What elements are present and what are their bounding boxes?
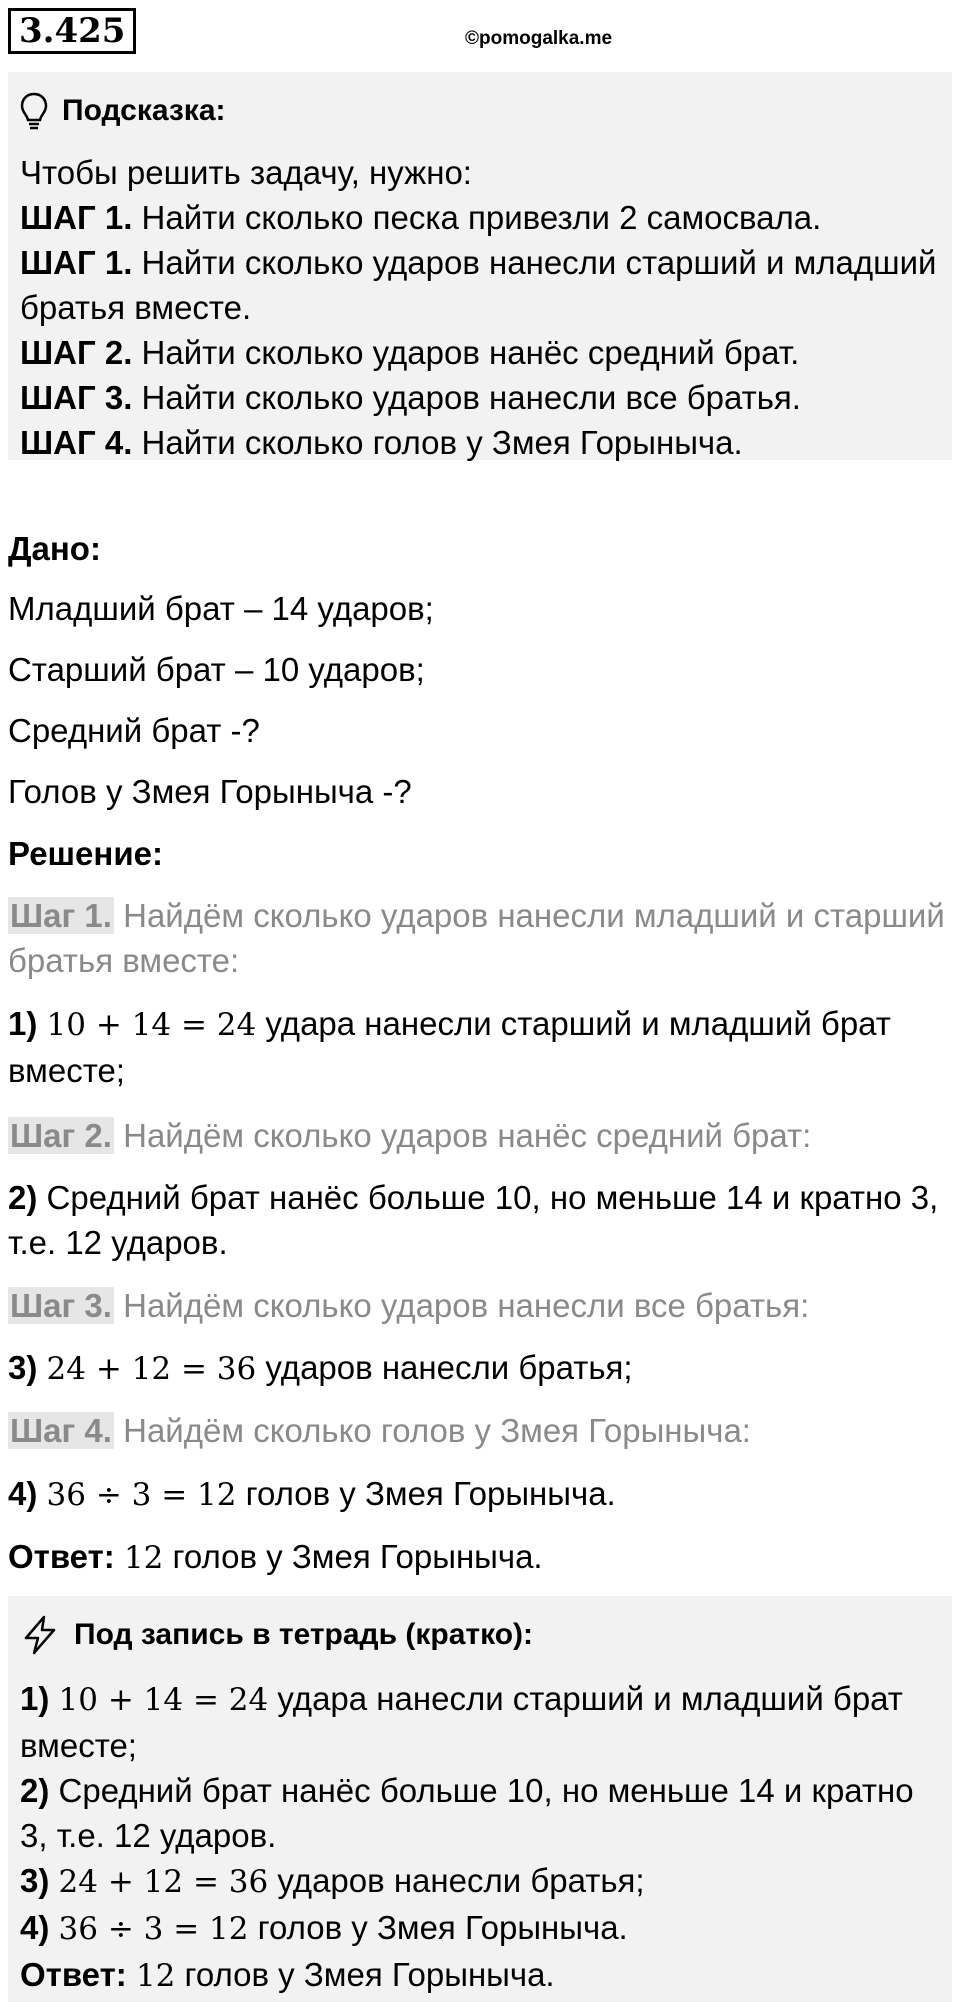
watermark: ©pomogalka.me: [465, 28, 613, 49]
step-1: Шаг 1. Найдём сколько ударов нанесли младший и старший братья вместе:: [8, 897, 945, 979]
hint-step: ШАГ 3. Найти сколько ударов нанесли все братья.: [20, 379, 801, 416]
calc-1: 1) 10 + 14 = 24 удара нанесли старший и младший брат вместе;: [8, 1005, 891, 1089]
hint-step: ШАГ 1. Найти сколько ударов нанесли старший и младший братья вместе.: [20, 244, 937, 326]
short-box: [8, 1596, 952, 2002]
solution-title: Решение:: [8, 835, 163, 872]
task-number: 3.425: [8, 8, 136, 54]
step-2: Шаг 2. Найдём сколько ударов нанёс средний брат:: [10, 1117, 812, 1154]
short-line-4: 4) 36 ÷ 3 = 12 голов у Змея Горыныча.: [20, 1909, 628, 1947]
calc-2: 2) Средний брат нанёс больше 10, но меньше 14 и кратно 3, т.е. 12 ударов.: [8, 1179, 939, 1261]
hint-step: ШАГ 1. Найти сколько песка привезли 2 самосвала.: [20, 199, 822, 236]
answer: Ответ: 12 голов у Змея Горыныча.: [8, 1538, 543, 1576]
given-item: Младший брат – 14 ударов;: [8, 590, 434, 627]
given-item: Средний брат -?: [8, 712, 260, 749]
hint-box: [8, 72, 952, 460]
given-item: Старший брат – 10 ударов;: [8, 651, 425, 688]
calc-3: 3) 24 + 12 = 36 ударов нанесли братья;: [8, 1349, 633, 1387]
lightbulb-icon: [20, 91, 48, 131]
hint-intro: Чтобы решить задачу, нужно:: [20, 154, 472, 191]
short-line-1: 1) 10 + 14 = 24 удара нанесли старший и младший брат вместе;: [20, 1680, 903, 1764]
short-answer: Ответ: 12 голов у Змея Горыныча.: [20, 1956, 555, 1994]
hint-step: ШАГ 2. Найти сколько ударов нанёс средний брат.: [20, 334, 800, 371]
given-item: Голов у Змея Горыныча -?: [8, 773, 412, 810]
hint-step: ШАГ 4. Найти сколько голов у Змея Горыныча.: [20, 424, 743, 461]
step-3: Шаг 3. Найдём сколько ударов нанесли все братья:: [10, 1287, 810, 1324]
step-4: Шаг 4. Найдём сколько голов у Змея Горыныча:: [10, 1412, 751, 1449]
calc-4: 4) 36 ÷ 3 = 12 голов у Змея Горыныча.: [8, 1475, 616, 1513]
short-line-2: 2) Средний брат нанёс больше 10, но меньше 14 и кратно 3, т.е. 12 ударов.: [20, 1772, 914, 1854]
hint-title: Подсказка:: [62, 94, 226, 127]
lightning-icon: [20, 1614, 60, 1656]
short-line-3: 3) 24 + 12 = 36 ударов нанесли братья;: [20, 1862, 645, 1900]
hint-header: [20, 84, 940, 138]
short-title: Под запись в тетрадь (кратко):: [74, 1618, 534, 1651]
short-header: [20, 1608, 940, 1662]
given-title: Дано:: [8, 530, 101, 567]
